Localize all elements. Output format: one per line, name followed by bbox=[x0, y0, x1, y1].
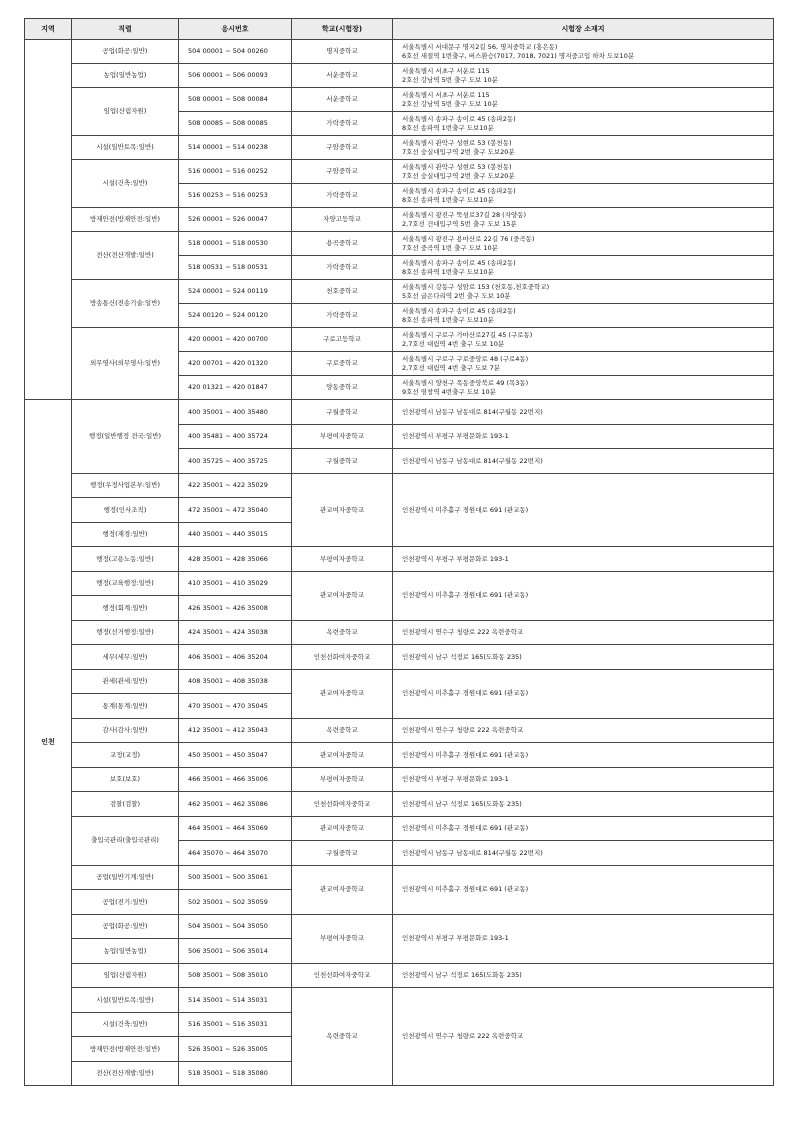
address-cell: 인천광역시 미추홀구 경원대로 691 (관교동) bbox=[393, 669, 774, 718]
number-cell: 426 35001 ~ 426 35008 bbox=[179, 596, 292, 621]
header-row bbox=[25, 19, 774, 40]
table-row bbox=[25, 865, 774, 890]
number-cell: 400 35001 ~ 400 35480 bbox=[179, 400, 292, 425]
document-page bbox=[24, 18, 773, 1086]
table-row bbox=[25, 816, 774, 841]
address-line: 서울특별시 송파구 송이로 45 (송파2동) bbox=[402, 307, 516, 315]
number-cell: 428 35001 ~ 428 35066 bbox=[179, 547, 292, 572]
school-cell: 관교여자중학교 bbox=[292, 743, 393, 768]
number-cell: 500 35001 ~ 500 35061 bbox=[179, 865, 292, 890]
number-cell: 508 00085 ~ 508 00085 bbox=[179, 112, 292, 136]
job-cell: 전산(전산개발:일반) bbox=[72, 1061, 179, 1086]
table-row bbox=[25, 40, 774, 64]
address-cell: 인천광역시 남구 석정로 165(도화동 235) bbox=[393, 645, 774, 670]
table-row bbox=[25, 136, 774, 160]
table-row bbox=[25, 645, 774, 670]
job-cell: 시설(건축:일반) bbox=[72, 160, 179, 208]
directions-line: 2,7호선 건대입구역 5번 출구 도보 15분 bbox=[402, 219, 517, 228]
address-line: 서울특별시 송파구 송이로 45 (송파2동) bbox=[402, 115, 516, 123]
school-cell: 인천선화여자중학교 bbox=[292, 645, 393, 670]
job-cell: 임업(산림자원) bbox=[72, 88, 179, 136]
address-cell: 인천광역시 미추홀구 경원대로 691 (관교동) bbox=[393, 865, 774, 914]
school-cell: 관교여자중학교 bbox=[292, 473, 393, 547]
job-cell: 행정(선거행정:일반) bbox=[72, 620, 179, 645]
number-cell: 514 35001 ~ 514 35031 bbox=[179, 988, 292, 1013]
job-cell: 시설(건축:일반) bbox=[72, 1012, 179, 1037]
job-cell: 출입국관리(출입국관리) bbox=[72, 816, 179, 865]
number-cell: 420 00701 ~ 420 01320 bbox=[179, 352, 292, 376]
school-cell: 구로고등학교 bbox=[292, 328, 393, 352]
number-cell: 462 35001 ~ 462 35086 bbox=[179, 792, 292, 817]
school-cell: 가락중학교 bbox=[292, 304, 393, 328]
table-row bbox=[25, 208, 774, 232]
address-cell: 인천광역시 연수구 청량로 222 옥련중학교 bbox=[393, 988, 774, 1086]
number-cell: 524 00001 ~ 524 00119 bbox=[179, 280, 292, 304]
school-cell: 부평여자중학교 bbox=[292, 914, 393, 963]
directions-line: 5호선 굽은다리역 2번 출구 도보 10분 bbox=[402, 291, 511, 300]
table-row bbox=[25, 792, 774, 817]
job-cell: 행정(회계:일반) bbox=[72, 596, 179, 621]
number-cell: 526 35001 ~ 526 35005 bbox=[179, 1037, 292, 1062]
job-cell: 세무(세무:일반) bbox=[72, 645, 179, 670]
header-region: 지역 bbox=[25, 19, 72, 40]
job-cell: 임업(산림자원) bbox=[72, 963, 179, 988]
number-cell: 408 35001 ~ 408 35038 bbox=[179, 669, 292, 694]
address-cell bbox=[393, 112, 774, 136]
table-row bbox=[25, 767, 774, 792]
job-cell: 공업(전기:일반) bbox=[72, 890, 179, 915]
number-cell: 400 35481 ~ 400 35724 bbox=[179, 424, 292, 449]
address-cell bbox=[393, 160, 774, 184]
address-line: 서울특별시 구로구 구로중앙로 48 (구로4동) bbox=[402, 355, 529, 363]
number-cell: 516 00001 ~ 516 00252 bbox=[179, 160, 292, 184]
address-cell: 인천광역시 부평구 부평문화로 193-1 bbox=[393, 914, 774, 963]
number-cell: 410 35001 ~ 410 35029 bbox=[179, 571, 292, 596]
directions-line: 6호선 새절역 1번출구, 버스환승(7017, 7018, 7021) 명지중고입 하차 도보10분 bbox=[402, 51, 635, 60]
directions-line: 8호선 송파역 1번출구 도보10분 bbox=[402, 195, 494, 204]
address-line: 서울특별시 서대문구 명지2길 56, 명지중학교 (홍은동) bbox=[402, 43, 558, 51]
school-cell: 양동중학교 bbox=[292, 376, 393, 400]
job-cell: 행정(일반행정 전국:일반) bbox=[72, 400, 179, 474]
directions-line: 7호선 숭실대입구역 2번 출구 도보20분 bbox=[402, 171, 515, 180]
job-cell: 공업(일반기계:일반) bbox=[72, 865, 179, 890]
job-cell: 방재안전(방재안전:일반) bbox=[72, 208, 179, 232]
number-cell: 470 35001 ~ 470 35045 bbox=[179, 694, 292, 719]
job-cell: 방송통신(전송기술:일반) bbox=[72, 280, 179, 328]
address-cell: 인천광역시 미추홀구 경원대로 691 (관교동) bbox=[393, 816, 774, 841]
school-cell: 관교여자중학교 bbox=[292, 669, 393, 718]
table-row bbox=[25, 280, 774, 304]
job-cell: 농업(일반농업) bbox=[72, 939, 179, 964]
directions-line: 7호선 중곡역 1번 출구 도보 10분 bbox=[402, 243, 498, 252]
table-row bbox=[25, 547, 774, 572]
table-row bbox=[25, 718, 774, 743]
job-cell: 행정(인사조직) bbox=[72, 498, 179, 523]
address-cell bbox=[393, 136, 774, 160]
table-row bbox=[25, 669, 774, 694]
directions-line: 8호선 송파역 1번출구 도보10분 bbox=[402, 123, 494, 132]
address-line: 서울특별시 관악구 성현로 53 (봉천동) bbox=[402, 163, 512, 171]
school-cell: 천호중학교 bbox=[292, 280, 393, 304]
table-row bbox=[25, 963, 774, 988]
table-row bbox=[25, 64, 774, 88]
table-row bbox=[25, 88, 774, 112]
directions-line: 2,7호선 대림역 4번 출구 도보 10분 bbox=[402, 339, 505, 348]
table-row bbox=[25, 400, 774, 425]
table-row bbox=[25, 232, 774, 256]
school-cell: 구암중학교 bbox=[292, 136, 393, 160]
job-cell: 공업(화공:일반) bbox=[72, 40, 179, 64]
number-cell: 524 00120 ~ 524 00120 bbox=[179, 304, 292, 328]
school-cell: 구암중학교 bbox=[292, 160, 393, 184]
school-cell: 자양고등학교 bbox=[292, 208, 393, 232]
address-cell: 인천광역시 남동구 남동대로 814(구월동 22번지) bbox=[393, 400, 774, 425]
address-cell bbox=[393, 376, 774, 400]
directions-line: 2호선 강남역 5번 출구 도보 10분 bbox=[402, 99, 498, 108]
number-cell: 464 35001 ~ 464 35069 bbox=[179, 816, 292, 841]
directions-line: 9호선 염창역 4번출구 도보 10분 bbox=[402, 387, 496, 396]
number-cell: 518 00001 ~ 518 00530 bbox=[179, 232, 292, 256]
number-cell: 502 35001 ~ 502 35059 bbox=[179, 890, 292, 915]
school-cell: 옥련중학교 bbox=[292, 620, 393, 645]
job-cell: 전산(전산개발:일반) bbox=[72, 232, 179, 280]
address-cell: 인천광역시 미추홀구 경원대로 691 (관교동) bbox=[393, 743, 774, 768]
address-cell bbox=[393, 40, 774, 64]
number-cell: 516 35001 ~ 516 35031 bbox=[179, 1012, 292, 1037]
header-job: 직렬 bbox=[72, 19, 179, 40]
school-cell: 가락중학교 bbox=[292, 112, 393, 136]
number-cell: 514 00001 ~ 514 00238 bbox=[179, 136, 292, 160]
job-cell: 방재안전(방재안전:일반) bbox=[72, 1037, 179, 1062]
directions-line: 8호선 송파역 1번출구 도보10분 bbox=[402, 267, 494, 276]
region-cell-incheon: 인천 bbox=[25, 400, 72, 1086]
number-cell: 504 35001 ~ 504 35050 bbox=[179, 914, 292, 939]
school-cell: 부평여자중학교 bbox=[292, 424, 393, 449]
school-cell: 가락중학교 bbox=[292, 256, 393, 280]
number-cell: 506 00001 ~ 506 00093 bbox=[179, 64, 292, 88]
number-cell: 472 35001 ~ 472 35040 bbox=[179, 498, 292, 523]
address-line: 서울특별시 구로구 가마산로27길 45 (구로동) bbox=[402, 331, 533, 339]
number-cell: 526 00001 ~ 526 00047 bbox=[179, 208, 292, 232]
number-cell: 516 00253 ~ 516 00253 bbox=[179, 184, 292, 208]
address-cell: 인천광역시 연수구 청량로 222 옥련중학교 bbox=[393, 718, 774, 743]
school-cell: 구월중학교 bbox=[292, 449, 393, 474]
job-cell: 관세(관세:일반) bbox=[72, 669, 179, 694]
number-cell: 420 00001 ~ 420 00700 bbox=[179, 328, 292, 352]
number-cell: 508 00001 ~ 508 00084 bbox=[179, 88, 292, 112]
job-cell: 공업(화공:일반) bbox=[72, 914, 179, 939]
school-cell: 용곡중학교 bbox=[292, 232, 393, 256]
school-cell: 가락중학교 bbox=[292, 184, 393, 208]
address-cell: 인천광역시 남동구 남동대로 814(구월동 22번지) bbox=[393, 841, 774, 866]
address-cell: 인천광역시 부평구 부평문화로 193-1 bbox=[393, 547, 774, 572]
address-line: 서울특별시 송파구 송이로 45 (송파2동) bbox=[402, 187, 516, 195]
address-cell: 인천광역시 남구 석정로 165(도화동 235) bbox=[393, 792, 774, 817]
number-cell: 406 35001 ~ 406 35204 bbox=[179, 645, 292, 670]
address-cell: 인천광역시 부평구 부평문화로 193-1 bbox=[393, 424, 774, 449]
table-row bbox=[25, 160, 774, 184]
address-line: 서울특별시 광진구 용마산로 22길 76 (중곡동) bbox=[402, 235, 535, 243]
number-cell: 518 35001 ~ 518 35080 bbox=[179, 1061, 292, 1086]
school-cell: 인천선화여자중학교 bbox=[292, 792, 393, 817]
address-cell bbox=[393, 304, 774, 328]
school-cell: 명지중학교 bbox=[292, 40, 393, 64]
school-cell: 옥련중학교 bbox=[292, 718, 393, 743]
job-cell: 통계(통계:일반) bbox=[72, 694, 179, 719]
job-cell: 행정(고용노동:일반) bbox=[72, 547, 179, 572]
address-cell bbox=[393, 64, 774, 88]
number-cell: 420 01321 ~ 420 01847 bbox=[179, 376, 292, 400]
address-line: 서울특별시 서초구 서운로 115 bbox=[402, 91, 490, 99]
job-cell: 시설(일반토목:일반) bbox=[72, 136, 179, 160]
address-cell: 인천광역시 미추홀구 경원대로 691 (관교동) bbox=[393, 473, 774, 547]
number-cell: 400 35725 ~ 400 35725 bbox=[179, 449, 292, 474]
address-line: 서울특별시 서초구 서운로 115 bbox=[402, 67, 490, 75]
header-address: 시험장 소재지 bbox=[393, 19, 774, 40]
header-number: 응시번호 bbox=[179, 19, 292, 40]
table-row bbox=[25, 328, 774, 352]
address-line: 서울특별시 광진구 뚝섬로37길 28 (자양동) bbox=[402, 211, 527, 219]
school-cell: 관교여자중학교 bbox=[292, 865, 393, 914]
table-row bbox=[25, 988, 774, 1013]
school-cell: 구월중학교 bbox=[292, 400, 393, 425]
number-cell: 504 00001 ~ 504 00260 bbox=[179, 40, 292, 64]
address-cell bbox=[393, 184, 774, 208]
school-cell: 관교여자중학교 bbox=[292, 571, 393, 620]
table-row bbox=[25, 571, 774, 596]
job-cell: 행정(교육행정:일반) bbox=[72, 571, 179, 596]
job-cell: 농업(일반농업) bbox=[72, 64, 179, 88]
job-cell: 행정(우정사업본부:일반) bbox=[72, 473, 179, 498]
school-cell: 서운중학교 bbox=[292, 64, 393, 88]
address-cell bbox=[393, 232, 774, 256]
number-cell: 518 00531 ~ 518 00531 bbox=[179, 256, 292, 280]
school-cell: 옥련중학교 bbox=[292, 988, 393, 1086]
number-cell: 464 35070 ~ 464 35070 bbox=[179, 841, 292, 866]
school-cell: 부평여자중학교 bbox=[292, 767, 393, 792]
school-cell: 인천선화여자중학교 bbox=[292, 963, 393, 988]
address-line: 서울특별시 관악구 성현로 53 (봉천동) bbox=[402, 139, 512, 147]
table-row bbox=[25, 473, 774, 498]
school-cell: 구월중학교 bbox=[292, 841, 393, 866]
address-line: 서울특별시 강동구 성암로 153 (천호동,천호중학교) bbox=[402, 283, 550, 291]
address-cell bbox=[393, 352, 774, 376]
job-cell: 외무영사(외무영사:일반) bbox=[72, 328, 179, 400]
address-cell: 인천광역시 미추홀구 경원대로 691 (관교동) bbox=[393, 571, 774, 620]
address-cell: 인천광역시 남구 석정로 165(도화동 235) bbox=[393, 963, 774, 988]
directions-line: 2,7호선 대림역 4번 출구 도보 7분 bbox=[402, 363, 501, 372]
job-cell: 검찰(검찰) bbox=[72, 792, 179, 817]
number-cell: 450 35001 ~ 450 35047 bbox=[179, 743, 292, 768]
job-cell: 시설(일반토목:일반) bbox=[72, 988, 179, 1013]
address-cell: 인천광역시 부평구 부평문화로 193-1 bbox=[393, 767, 774, 792]
number-cell: 506 35001 ~ 506 35014 bbox=[179, 939, 292, 964]
number-cell: 412 35001 ~ 412 35043 bbox=[179, 718, 292, 743]
directions-line: 7호선 숭실대입구역 2번 출구 도보20분 bbox=[402, 147, 515, 156]
number-cell: 422 35001 ~ 422 35029 bbox=[179, 473, 292, 498]
address-cell bbox=[393, 256, 774, 280]
address-line: 서울특별시 송파구 송이로 45 (송파2동) bbox=[402, 259, 516, 267]
address-cell bbox=[393, 280, 774, 304]
address-cell bbox=[393, 208, 774, 232]
region-cell-seoul bbox=[25, 40, 72, 400]
job-cell: 행정(재경:일반) bbox=[72, 522, 179, 547]
address-cell bbox=[393, 88, 774, 112]
directions-line: 8호선 송파역 1번출구 도보10분 bbox=[402, 315, 494, 324]
job-cell: 교정(교정) bbox=[72, 743, 179, 768]
school-cell: 부평여자중학교 bbox=[292, 547, 393, 572]
number-cell: 466 35001 ~ 466 35006 bbox=[179, 767, 292, 792]
table-row bbox=[25, 620, 774, 645]
header-school: 학교(시험장) bbox=[292, 19, 393, 40]
table-row bbox=[25, 743, 774, 768]
school-cell: 서운중학교 bbox=[292, 88, 393, 112]
number-cell: 440 35001 ~ 440 35015 bbox=[179, 522, 292, 547]
table-row bbox=[25, 914, 774, 939]
address-line: 서울특별시 양천구 목동중앙북로 49 (목3동) bbox=[402, 379, 529, 387]
address-cell: 인천광역시 남동구 남동대로 814(구월동 22번지) bbox=[393, 449, 774, 474]
number-cell: 424 35001 ~ 424 35038 bbox=[179, 620, 292, 645]
job-cell: 감사(감사:일반) bbox=[72, 718, 179, 743]
exam-site-table bbox=[24, 18, 774, 1086]
address-cell: 인천광역시 연수구 청량로 222 옥련중학교 bbox=[393, 620, 774, 645]
school-cell: 구로중학교 bbox=[292, 352, 393, 376]
address-cell bbox=[393, 328, 774, 352]
job-cell: 보호(보호) bbox=[72, 767, 179, 792]
number-cell: 508 35001 ~ 508 35010 bbox=[179, 963, 292, 988]
school-cell: 관교여자중학교 bbox=[292, 816, 393, 841]
directions-line: 2호선 강남역 5번 출구 도보 10분 bbox=[402, 75, 498, 84]
